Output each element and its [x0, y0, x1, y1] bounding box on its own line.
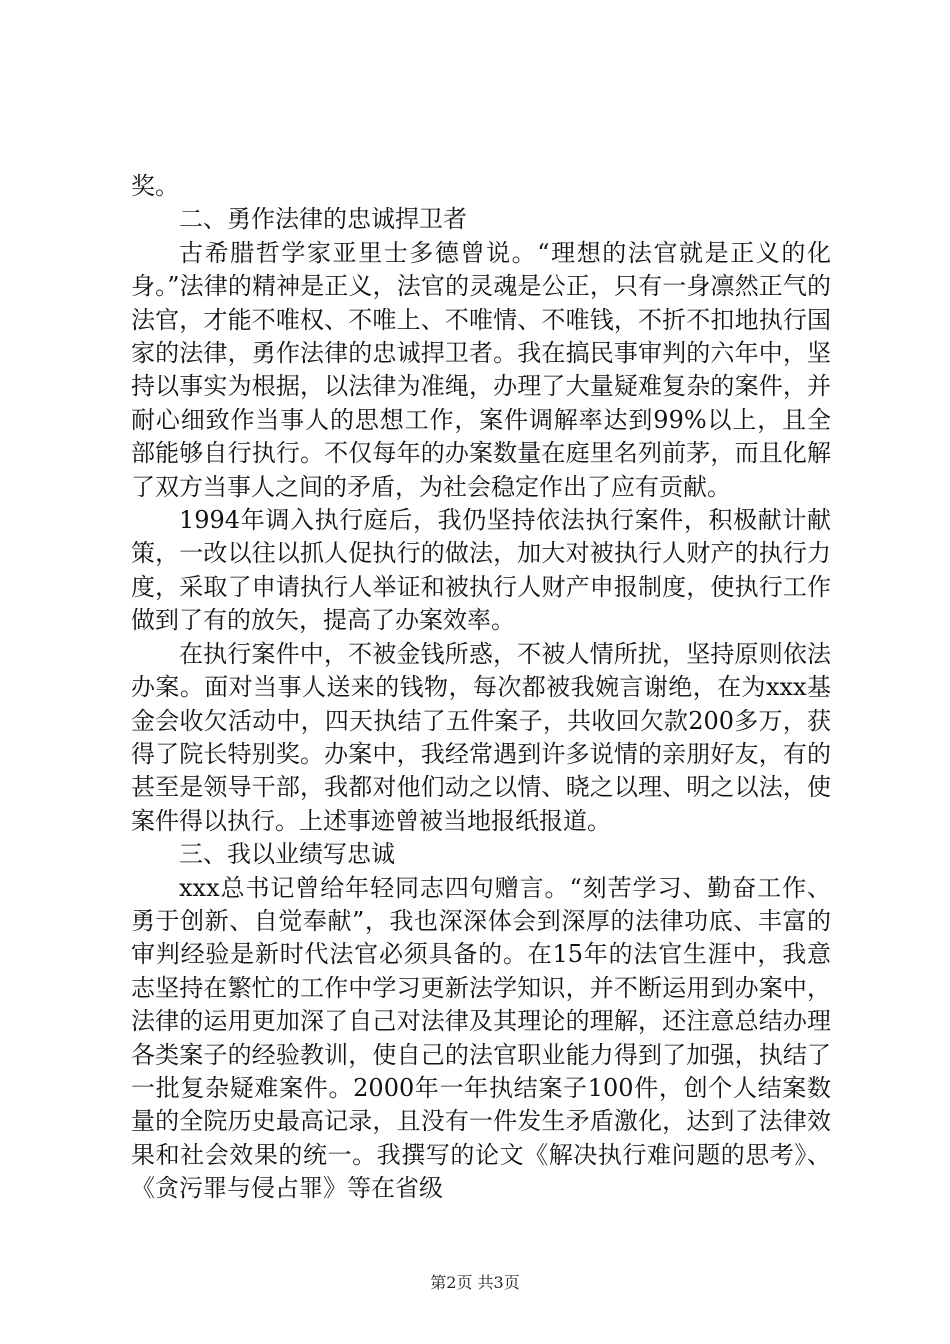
section-heading-2: 二、勇作法律的忠诚捍卫者: [179, 205, 467, 234]
paragraph-enforcement-cases: 在执行案件中，不被金钱所惑，不被人情所扰，坚持原则依法办案。面对当事人送来的钱物，每次都被我婉言谢绝，在为xxx基金会收欠活动中，四天执结了五件案子，共收回欠款200多万，获得了院长特别奖。办案中，我经常遇到许多说情的亲朋好友，有的甚至是领导干部，我都对他们动之以情、晓之以理、明之以法，使案件得以执行。上述事迹曾被当地报纸报道。: [131, 639, 831, 835]
paragraph-achievements: xxx总书记曾给年轻同志四句赠言。“刻苦学习、勤奋工作、勇于创新、自觉奉献”，我也深深体会到深厚的法律功底、丰富的审判经验是新时代法官必须具备的。在15年的法官生涯中，我意志坚持在繁忙的工作中学习更新法学知识，并不断运用到办案中，法律的运用更加深了自己对法律及其理论的理解，还注意总结办理各类案子的经验教训，使自己的法官职业能力得到了加强，执结了一批复杂疑难案件。2000年一年执结案子100件，创个人结案数量的全院历史最高记录，且没有一件发生矛盾激化，达到了法律效果和社会效果的统一。我撰写的论文《解决执行难问题的思考》、《贪污罪与侵占罪》等在省级: [131, 873, 831, 1203]
paragraph-aristotle-quote: 古希腊哲学家亚里士多德曾说。“理想的法官就是正义的化身。”法律的精神是正义，法官的灵魂是公正，只有一身凛然正气的法官，才能不唯权、不唯上、不唯情、不唯钱，不折不扣地执行国家的法律，勇作法律的忠诚捍卫者。我在搞民事审判的六年中，坚持以事实为根据，以法律为准绳，办理了大量疑难复杂的案件，并耐心细致作当事人的思想工作，案件调解率达到99%以上，且全部能够自行执行。不仅每年的办案数量在庭里名列前茅，而且化解了双方当事人之间的矛盾，为社会稳定作出了应有贡献。: [131, 238, 831, 501]
page-number-footer: 第2页 共3页: [430, 1273, 520, 1292]
document-body: [131, 170, 831, 1206]
section-heading-3: 三、我以业绩写忠诚: [179, 840, 395, 869]
paragraph-continuation: 奖。: [131, 172, 179, 200]
paragraph-execution-court-1994: 1994年调入执行庭后，我仍坚持依法执行案件，积极献计献策，一改以往以抓人促执行的做法，加大对被执行人财产的执行力度，采取了申请执行人举证和被执行人财产申报制度，使执行工作做到了有的放矢，提高了办案效率。: [131, 506, 831, 635]
